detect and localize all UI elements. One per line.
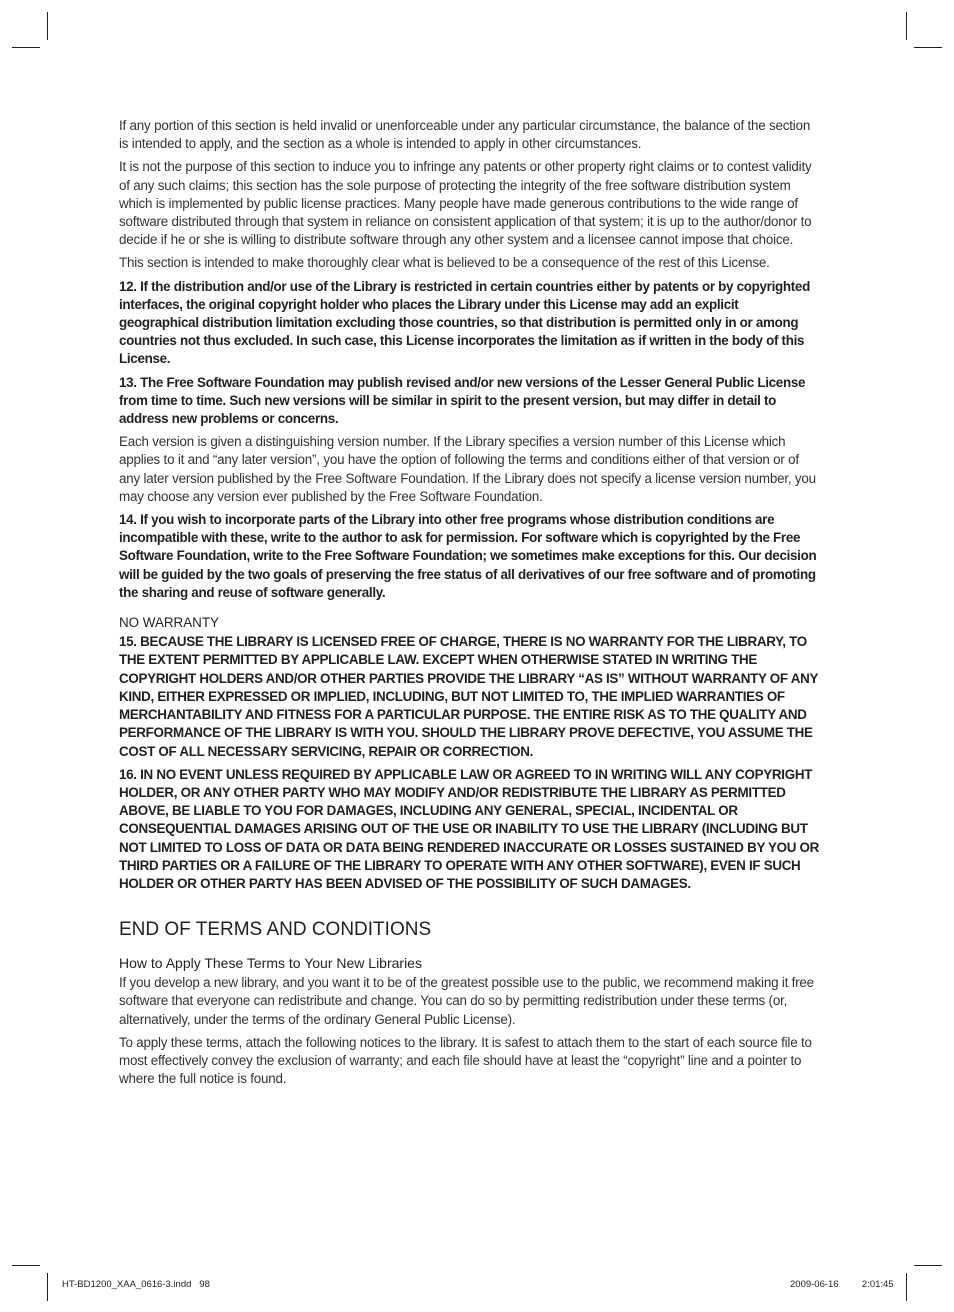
end-of-terms-heading: END OF TERMS AND CONDITIONS (119, 919, 432, 941)
how-to-apply-heading: How to Apply These Terms to Your New Libraries (119, 955, 422, 972)
paragraph-invalid-portion: If any portion of this section is held invalid or unenforceable under any particular circumstance, the balance of the section is intended to apply, and the section as a whole is intended to apply in other circumstances. (119, 118, 811, 152)
crop-mark-top-left-h (12, 47, 40, 48)
paragraph-purpose: It is not the purpose of this section to induce you to infringe any patents or other property right claims or to contest validity of any such claims; this section has the sole purpose of protecting the integrity of the free software distribution system which is implemented by public license practices. Many people have made generous contributions to the wide range of software distributed through that system in reliance on consistent application of that system; it is up to the author/donor to decide if he or she is willing to distribute software through any other system and a licensee cannot impose that choice. (119, 159, 812, 248)
crop-mark-bottom-left-v (47, 1273, 48, 1301)
crop-mark-top-right-v (906, 12, 907, 40)
crop-mark-bottom-right-h (914, 1265, 942, 1266)
clause-14: 14. If you wish to incorporate parts of the Library into other free programs whose distribution conditions are incompatible with these, write to the author to ask for permission. For software which is copyrighted by the Free Software Foundation, write to the Free Software Foundation; we sometimes make exceptions for this. Our decision will be guided by the two goals of preserving the free status of all derivatives of our free software and of promoting the sharing and reuse of software generally. (119, 512, 817, 600)
footer-filename (62, 1279, 210, 1290)
paragraph-version-number: Each version is given a distinguishing version number. If the Library specifies a version number of this License which applies to it and “any later version”, you have the option of following the terms and conditions either of that version or of any later version published by the Free Software Foundation. If the Library does not specify a license version number, you may choose any version ever published by the Free Software Foundation. (119, 434, 816, 504)
footer-time: 2:01:45 (861, 1279, 894, 1290)
crop-mark-top-right-h (914, 47, 942, 48)
footer-datetime (790, 1279, 894, 1290)
crop-mark-bottom-left-h (12, 1265, 40, 1266)
crop-mark-bottom-right-v (906, 1273, 907, 1301)
clause-16: 16. IN NO EVENT UNLESS REQUIRED BY APPLICABLE LAW OR AGREED TO IN WRITING WILL ANY COPYRIGHT HOLDER, OR ANY OTHER PARTY WHO MAY MODIFY AND/OR REDISTRIBUTE THE LIBRARY AS PERMITTED ABOVE, BE LIABLE TO YOU FOR DAMAGES, INCLUDING ANY GENERAL, SPECIAL, INCIDENTAL OR CONSEQUENTIAL DAMAGES ARISING OUT OF THE USE OR INABILITY TO USE THE LIBRARY (INCLUDING BUT NOT LIMITED TO LOSS OF DATA OR DATA BEING RENDERED INACCURATE OR LOSSES SUSTAINED BY YOU OR THIRD PARTIES OR A FAILURE OF THE LIBRARY TO OPERATE WITH ANY OTHER SOFTWARE), EVEN IF SUCH HOLDER OR OTHER PARTY HAS BEEN ADVISED OF THE POSSIBILITY OF SUCH DAMAGES. (119, 766, 820, 891)
paragraph-apply-terms: To apply these terms, attach the following notices to the library. It is safest to attach them to the start of each source file to most effectively convey the exclusion of warranty; and each file should have at least the “copyright” line and a pointer to where the full notice is found. (119, 1034, 812, 1087)
footer-file-text: HT-BD1200_XAA_0616-3.indd 98 (62, 1279, 210, 1290)
footer-date: 2009-06-16 (790, 1279, 839, 1290)
crop-mark-top-left-v (47, 12, 48, 40)
paragraph-develop-library: If you develop a new library, and you want it to be of the greatest possible use to the public, we recommend making it free software that everyone can redistribute and change. You can do so by permitting redistribution under these terms (or, alternatively, under the terms of the ordinary General Public License). (119, 975, 814, 1027)
document-body (119, 117, 821, 1093)
clause-12: 12. If the distribution and/or use of the Library is restricted in certain countries either by patents or by copyrighted interfaces, the original copyright holder who places the Library under this License may add an explicit geographical distribution limitation excluding those countries, so that distribution is permitted only in or among countries not thus excluded. In such case, this License incorporates the limitation as if written in the body of this License. (119, 278, 810, 367)
clause-15: 15. BECAUSE THE LIBRARY IS LICENSED FREE OF CHARGE, THERE IS NO WARRANTY FOR THE LIBRARY, TO THE EXTENT PERMITTED BY APPLICABLE LAW. EXCEPT WHEN OTHERWISE STATED IN WRITING THE COPYRIGHT HOLDERS AND/OR OTHER PARTIES PROVIDE THE LIBRARY “AS IS” WITHOUT WARRANTY OF ANY KIND, EITHER EXPRESSED OR IMPLIED, INCLUDING, BUT NOT LIMITED TO, THE IMPLIED WARRANTIES OF MERCHANTABILITY AND FITNESS FOR A PARTICULAR PURPOSE. THE ENTIRE RISK AS TO THE QUALITY AND PERFORMANCE OF THE LIBRARY IS WITH YOU. SHOULD THE LIBRARY PROVE DEFECTIVE, YOU ASSUME THE COST OF ALL NECESSARY SERVICING, REPAIR OR CORRECTION. (119, 634, 818, 759)
clause-13: 13. The Free Software Foundation may publish revised and/or new versions of the Lesser General Public License from time to time. Such new versions will be similar in spirit to the present version, but may differ in detail to address new problems or concerns. (119, 374, 806, 427)
paragraph-consequence: This section is intended to make thoroughly clear what is believed to be a consequence of the rest of this License. (119, 255, 770, 271)
no-warranty-heading: NO WARRANTY (119, 615, 219, 631)
